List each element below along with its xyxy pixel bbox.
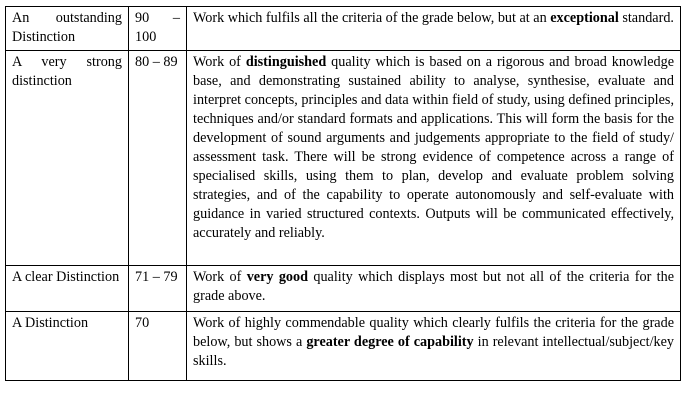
grade-descriptor-table [5,6,681,381]
classification-cell: A clear Distinction [6,266,129,312]
description-emphasis: greater degree of capability [306,334,474,350]
description-text: Work of highly commendable quality which clearly fulfils the criteria for the grade below, but shows a [193,315,674,350]
description-text: Work of [193,269,247,285]
table-row [6,266,681,312]
description-emphasis: very good [246,269,308,285]
table-row [6,7,681,51]
description-emphasis: exceptional [550,10,619,26]
classification-cell: An outstanding Distinction [6,7,129,51]
table-row [6,51,681,266]
description-emphasis: distinguished [245,54,327,70]
mark-range-cell: 71 – 79 [129,266,187,312]
description-text: Work of [193,54,246,70]
description-text: standard. [618,10,674,26]
mark-range-cell: 80 – 89 [129,51,187,266]
mark-range-cell: 90 – 100 [129,7,187,51]
description-cell [187,7,681,51]
description-cell [187,266,681,312]
description-text: quality which displays most but not all of the criteria for the grade above. [193,269,674,304]
description-text: Work which fulfils all the criteria of the grade below, but at an [193,10,551,26]
classification-cell: A Distinction [6,312,129,381]
description-text: quality which is based on a rigorous and broad knowledge base, and demonstrating sustained ability to analyse, synthesise, evaluate and interpret concepts, principles and data within field of study, using defined principles, techniques and/or standard formats and applications. This will form the basis for the development of sound arguments and judgements appropriate to the field of study/ assessment task. There will be strong evidence of competence across a range of specialised skills, using them to plan, develop and evaluate problem solving strategies, and of the capability to operate autonomously and self-evaluate with guidance in varied structured contexts. Outputs will be communicated effectively, accurately and reliably. [193,54,675,241]
classification-cell: A very strong distinction [6,51,129,266]
table-row [6,312,681,381]
description-cell [187,51,681,266]
mark-range-cell: 70 [129,312,187,381]
description-text: in relevant intellectual/subject/key skills. [193,334,675,369]
description-cell [187,312,681,381]
